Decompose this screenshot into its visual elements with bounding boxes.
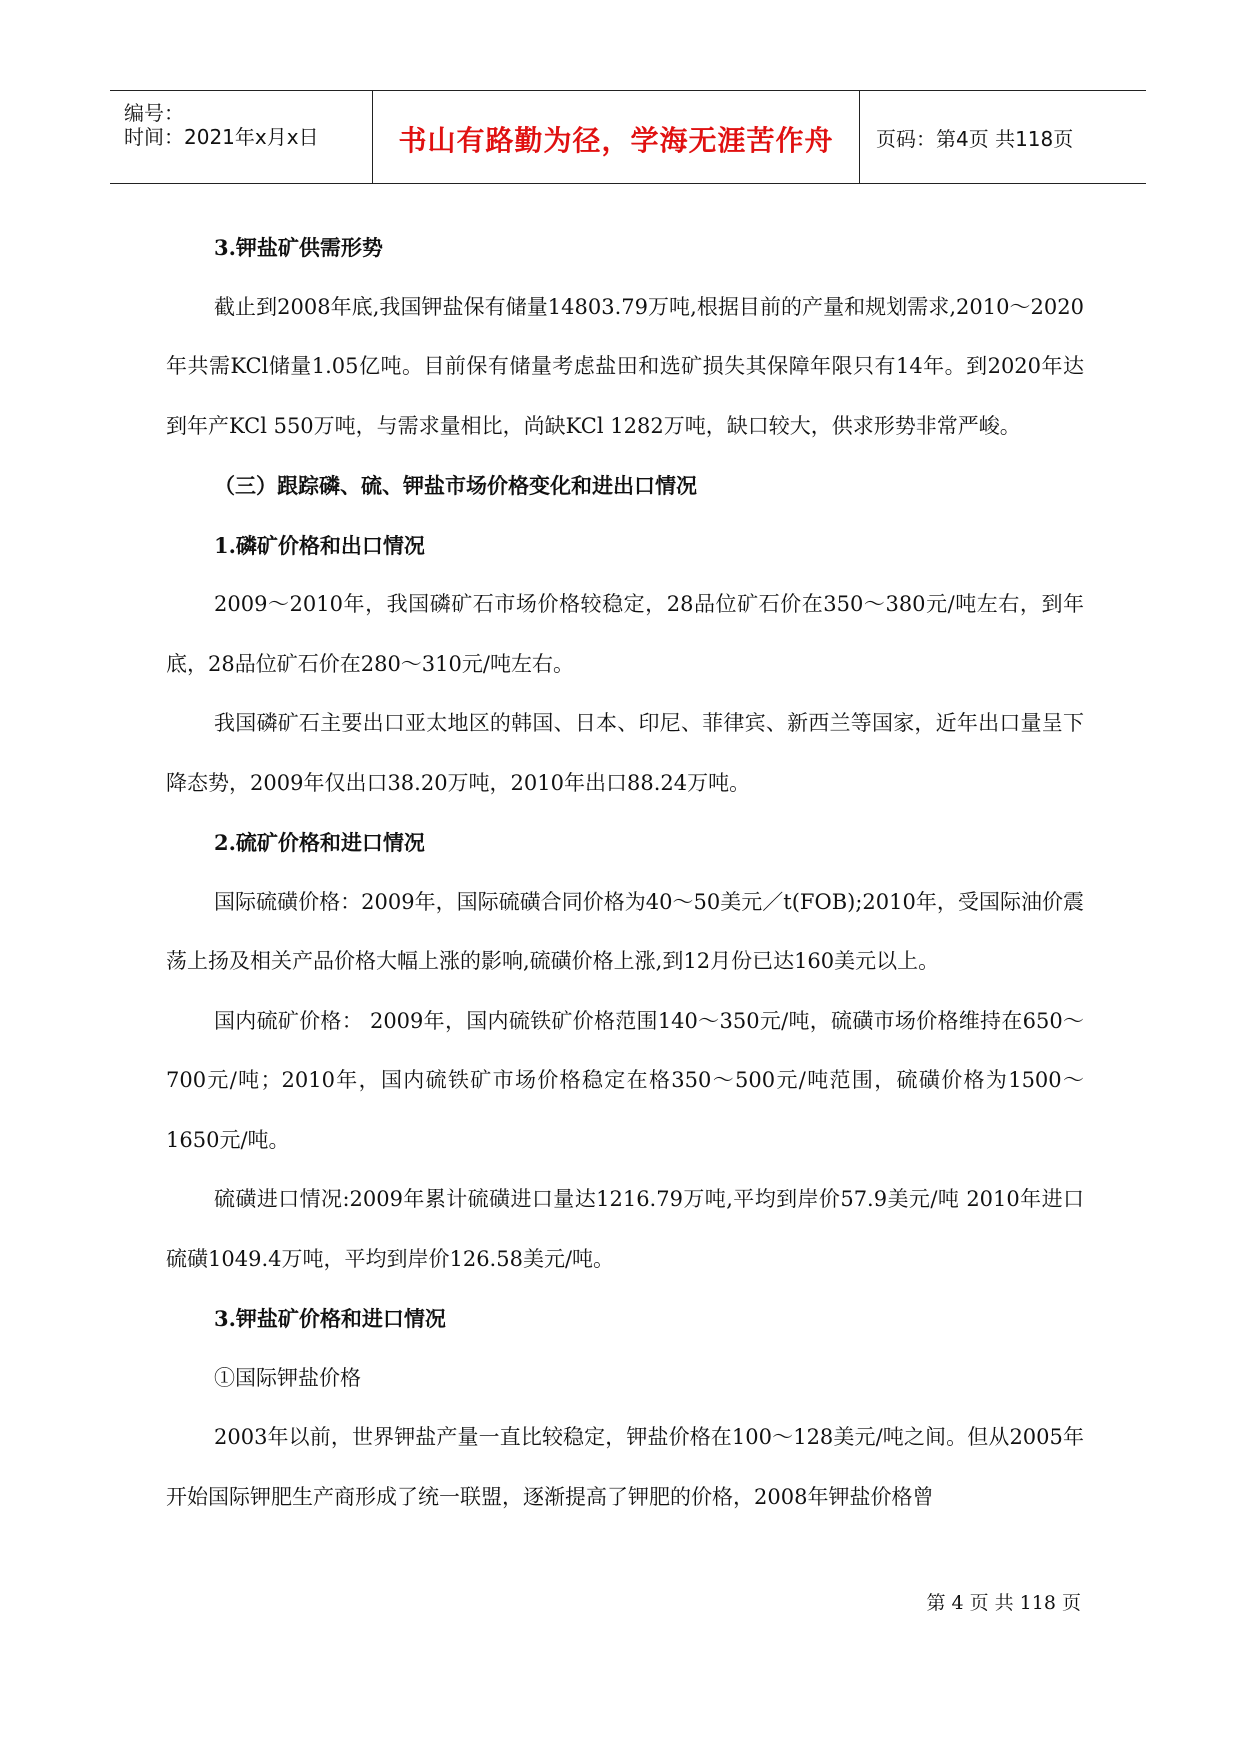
header-left-cell [110, 91, 372, 183]
paragraph: 我国磷矿石主要出口亚太地区的韩国、日本、印尼、菲律宾、新西兰等国家，近年出口量呈下降态势，2009年仅出口38.20万吨，2010年出口88.24万吨。 [166, 711, 1084, 795]
header-motto-cell [372, 91, 860, 183]
paragraph: 2003年以前，世界钾盐产量一直比较稳定，钾盐价格在100～128美元/吨之间。但从2005年开始国际钾肥生产商形成了统一联盟，逐渐提高了钾肥的价格，2008年钾盐价格曾 [166, 1425, 1084, 1509]
header-right-cell [860, 91, 1146, 183]
paragraph: 截止到2008年底,我国钾盐保有储量14803.79万吨,根据目前的产量和规划需求,2010～2020年共需KCl储量1.05亿吨。目前保有储量考虑盐田和选矿损失其保障年限只有14年。到2020年达到年产KCl 550万吨，与需求量相比，尚缺KCl 1282万吨，缺口较大，供求形势非常严峻。 [166, 294, 1084, 438]
section-heading: 3.钾盐矿供需形势 [214, 235, 383, 260]
page-footer: 第 4 页 共 118 页 [926, 1592, 1081, 1614]
document-number-label: 编号： [124, 101, 184, 125]
header-page-number: 页码：第4页 共118页 [876, 127, 1074, 151]
document-time-label: 时间：2021年x月x日 [124, 125, 319, 149]
section-heading: 2.硫矿价格和进口情况 [214, 830, 425, 855]
page-header [110, 90, 1146, 184]
header-motto: 书山有路勤为径，学海无涯苦作舟 [398, 124, 834, 157]
paragraph: 国际硫磺价格：2009年，国际硫磺合同价格为40～50美元／t(FOB);2010年，受国际油价震荡上扬及相关产品价格大幅上涨的影响,硫磺价格上涨,到12月份已达160美元以上。 [166, 889, 1084, 973]
document-body [166, 218, 1084, 1527]
section-heading: （三）跟踪磷、硫、钾盐市场价格变化和进出口情况 [214, 473, 697, 498]
section-heading: 3.钾盐矿价格和进口情况 [214, 1306, 446, 1331]
paragraph: ①国际钾盐价格 [214, 1365, 361, 1390]
paragraph: 硫磺进口情况:2009年累计硫磺进口量达1216.79万吨,平均到岸价57.9美元/吨 2010年进口硫磺1049.4万吨，平均到岸价126.58美元/吨。 [166, 1187, 1084, 1271]
paragraph: 2009～2010年，我国磷矿石市场价格较稳定，28品位矿石价在350～380元/吨左右，到年底，28品位矿石价在280～310元/吨左右。 [166, 592, 1084, 676]
section-heading: 1.磷矿价格和出口情况 [214, 532, 425, 558]
paragraph: 国内硫矿价格： 2009年，国内硫铁矿价格范围140～350元/吨，硫磺市场价格维持在650～700元/吨；2010年，国内硫铁矿市场价格稳定在格350～500元/吨范围，硫磺价格为1500～1650元/吨。 [166, 1008, 1084, 1152]
